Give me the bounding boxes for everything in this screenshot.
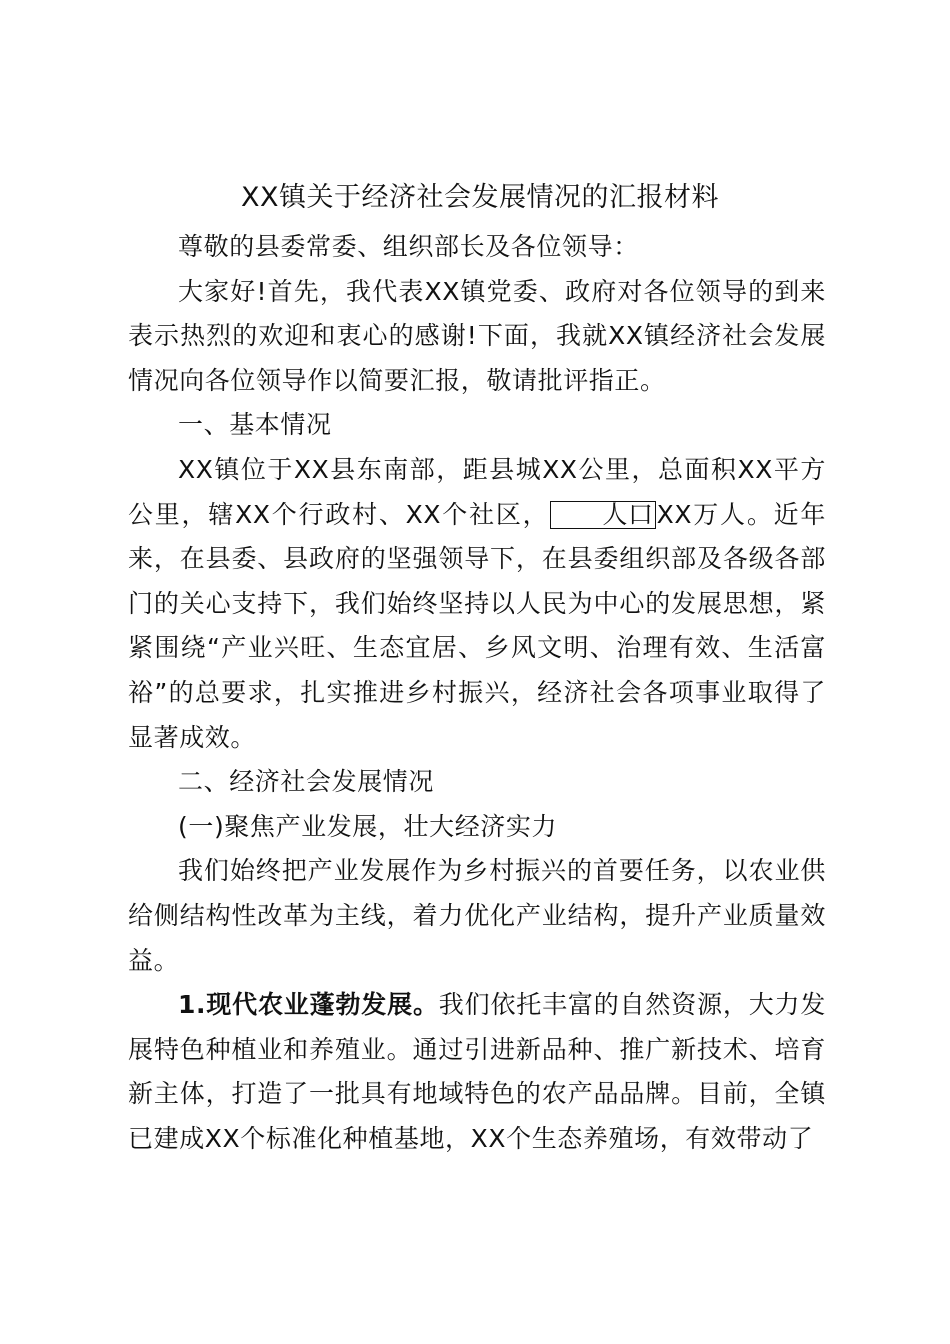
- document-body: [128, 225, 826, 1161]
- intro-paragraph: 大家好!首先，我代表XX镇党委、政府对各位领导的到来表示热烈的欢迎和衷心的感谢!下面，我就XX镇经济社会发展情况向各位领导作以简要汇报，敬请批评指正。: [128, 276, 826, 395]
- section-heading-development: 二、经济社会发展情况: [178, 767, 435, 797]
- boxed-text: 人口: [550, 501, 655, 529]
- basic-info-paragraph: [128, 448, 826, 760]
- agriculture-text: 我们依托丰富的自然资源，大力发展特色种植业和养殖业。通过引进新品种、推广新技术、培育新主体，打造了一批具有地域特色的农产品品牌。目前，全镇已建成XX个标准化种植基地，XX个生态养殖场，有效带动了: [128, 990, 826, 1153]
- agriculture-paragraph: [128, 983, 826, 1161]
- basic-info-text-after: XX万人。近年来，在县委、县政府的坚强领导下，在县委组织部及各级各部门的关心支持下，我们始终坚持以人民为中心的发展思想，紧紧围绕“产业兴旺、生态宜居、乡风文明、治理有效、生活富裕”的总要求，扎实推进乡村振兴，经济社会各项事业取得了显著成效。: [128, 499, 826, 752]
- basic-info-text-before: XX镇位于XX县东南部，距县城XX公里，总面积XX平方公里，辖XX个行政村、XX个社区，: [128, 454, 826, 529]
- document-title: XX镇关于经济社会发展情况的汇报材料: [241, 182, 719, 213]
- salutation: 尊敬的县委常委、组织部长及各位领导：: [178, 232, 639, 261]
- agriculture-lead: 1.现代农业蓬勃发展。: [178, 990, 439, 1020]
- industry-paragraph: 我们始终把产业发展作为乡村振兴的首要任务，以农业供给侧结构性改革为主线，着力优化产业结构，提升产业质量效益。: [128, 856, 826, 975]
- section-heading-basic: 一、基本情况: [178, 410, 332, 440]
- subsection-heading-industry: (一)聚焦产业发展，壮大经济实力: [178, 811, 558, 841]
